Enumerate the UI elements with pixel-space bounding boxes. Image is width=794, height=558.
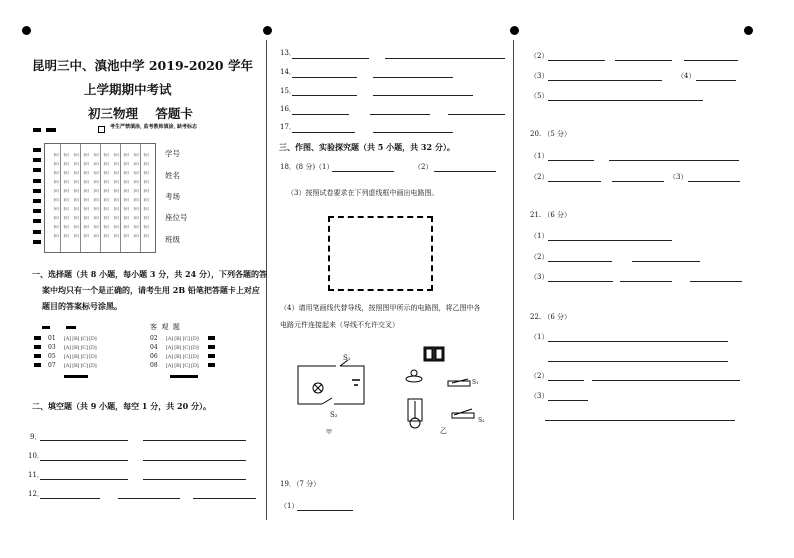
timing-mark: [33, 219, 41, 223]
id-digit-column: [61, 150, 71, 240]
id-bubble[interactable]: [0]: [123, 206, 129, 211]
id-digit-column: [141, 150, 151, 240]
id-bubble[interactable]: [0]: [143, 161, 149, 166]
registration-dot: [263, 26, 272, 35]
id-bubble[interactable]: [0]: [83, 197, 89, 202]
id-bubble[interactable]: [0]: [93, 206, 99, 211]
question-number: 03: [48, 344, 56, 351]
id-bubble[interactable]: [0]: [93, 170, 99, 175]
q10-label: 10．: [28, 452, 44, 460]
id-bubble[interactable]: [0]: [133, 161, 139, 166]
grid-line: [60, 144, 61, 252]
id-bubble[interactable]: [0]: [113, 224, 119, 229]
answer-options[interactable]: [A] [B] [C] [D]: [64, 363, 97, 369]
id-bubble[interactable]: [0]: [143, 233, 149, 238]
id-bubble[interactable]: [0]: [73, 233, 79, 238]
column-divider: [266, 40, 267, 520]
q21-2-blank[interactable]: [548, 261, 612, 262]
question-number: 06: [150, 353, 158, 360]
timing-mark: [33, 199, 41, 203]
q22-3-blank[interactable]: [548, 400, 588, 401]
id-bubble[interactable]: [0]: [133, 233, 139, 238]
q11-label: 11．: [28, 471, 44, 479]
q9-blank[interactable]: [40, 440, 128, 441]
q12-blank[interactable]: [118, 498, 180, 499]
question-number: 05: [48, 353, 56, 360]
switch-s1-label-yi: S₁: [472, 379, 479, 386]
figure-jia-label: 甲: [326, 429, 333, 436]
id-bubble[interactable]: [0]: [53, 233, 59, 238]
q20-2-blank[interactable]: [612, 181, 664, 182]
id-bubble[interactable]: [0]: [103, 179, 109, 184]
id-bubble[interactable]: [0]: [73, 215, 79, 220]
q21-1-blank[interactable]: [548, 240, 672, 241]
timing-mark: [33, 168, 41, 172]
figure-yi-label: 乙: [440, 427, 447, 435]
id-bubble[interactable]: [0]: [113, 206, 119, 211]
q21-1-label: （1）: [530, 232, 549, 240]
timing-mark: [33, 148, 41, 152]
q17-label: 17．: [280, 123, 296, 131]
q19-1-blank[interactable]: [297, 510, 353, 511]
q16-label: 16．: [280, 105, 296, 113]
q22-3-blank[interactable]: [545, 420, 735, 421]
q19-3-blank[interactable]: [548, 80, 662, 81]
section1-heading: 一、选择题（共 8 小题，每小题 3 分，共 24 分），下列各题的答: [32, 269, 267, 279]
id-bubble[interactable]: [0]: [53, 170, 59, 175]
q21-3-blank[interactable]: [620, 281, 672, 282]
id-bubble[interactable]: [0]: [143, 224, 149, 229]
id-bubble[interactable]: [0]: [63, 233, 69, 238]
id-bubble[interactable]: [0]: [73, 170, 79, 175]
id-bubble[interactable]: [0]: [73, 152, 79, 157]
q20-1-label: （1）: [530, 152, 549, 160]
id-bubble[interactable]: [0]: [123, 197, 129, 202]
q18-2-blank[interactable]: [434, 171, 496, 172]
absent-checkbox[interactable]: [98, 126, 105, 133]
id-bubble[interactable]: [0]: [73, 161, 79, 166]
id-bubble[interactable]: [0]: [63, 188, 69, 193]
circuit-drawing-box[interactable]: [328, 216, 433, 291]
q19-2-blank[interactable]: [615, 60, 672, 61]
q22-3-label: （3）: [530, 392, 549, 400]
id-bubble[interactable]: [0]: [133, 224, 139, 229]
id-bubble[interactable]: [0]: [93, 179, 99, 184]
q21-3-label: （3）: [530, 273, 549, 281]
q20-2-label: （2）: [530, 173, 549, 181]
q12-label: 12．: [28, 490, 44, 498]
id-bubble[interactable]: [0]: [113, 188, 119, 193]
id-bubble[interactable]: [0]: [133, 188, 139, 193]
id-bubble[interactable]: [0]: [123, 152, 129, 157]
switch-s1-label: S₁: [343, 354, 351, 362]
q19-1-label: （1）: [280, 502, 299, 510]
q10-blank[interactable]: [40, 460, 128, 461]
q12-blank[interactable]: [40, 498, 100, 499]
answer-options[interactable]: [A] [B] [C] [D]: [166, 363, 199, 369]
timing-mark: [34, 336, 41, 340]
mark-bar: [46, 128, 56, 132]
id-bubble[interactable]: [0]: [103, 215, 109, 220]
label-student-id: 学号: [165, 149, 180, 158]
q19-5-blank[interactable]: [548, 100, 703, 101]
page-title-line3: 初三物理 答题卡: [88, 106, 193, 121]
id-bubble[interactable]: [0]: [83, 224, 89, 229]
answer-options[interactable]: [A] [B] [C] [D]: [64, 354, 97, 360]
id-bubble[interactable]: [0]: [63, 224, 69, 229]
timing-mark: [34, 345, 41, 349]
id-bubble[interactable]: [0]: [123, 188, 129, 193]
id-bubble[interactable]: [0]: [73, 224, 79, 229]
q13-blank[interactable]: [292, 58, 369, 59]
timing-mark: [33, 158, 41, 162]
id-bubble[interactable]: [0]: [83, 152, 89, 157]
absent-notice: 考生严禁填涂, 监考教师填涂, 缺考标志: [110, 124, 197, 130]
id-bubble[interactable]: [0]: [133, 206, 139, 211]
mark-bar: [33, 128, 41, 132]
id-bubble[interactable]: [0]: [83, 206, 89, 211]
id-bubble[interactable]: [0]: [123, 224, 129, 229]
q10-blank[interactable]: [143, 460, 246, 461]
id-bubble[interactable]: [0]: [113, 179, 119, 184]
q14-blank[interactable]: [292, 77, 357, 78]
answer-options[interactable]: [A] [B] [C] [D]: [166, 354, 199, 360]
id-bubble[interactable]: [0]: [53, 215, 59, 220]
id-bubble[interactable]: [0]: [113, 233, 119, 238]
q15-label: 15．: [280, 87, 296, 95]
timing-mark: [208, 354, 215, 358]
grid-line: [80, 144, 81, 252]
timing-mark: [33, 230, 41, 234]
id-bubble[interactable]: [0]: [113, 197, 119, 202]
section3-heading: 三、作图、实验探究题（共 5 小题，共 32 分）。: [279, 142, 455, 152]
id-bubble[interactable]: [0]: [133, 179, 139, 184]
id-bubble[interactable]: [0]: [123, 179, 129, 184]
id-bubble[interactable]: [0]: [103, 188, 109, 193]
q19-label: 19．（7 分）: [280, 480, 321, 488]
q20-label: 20. （5 分）: [530, 130, 572, 138]
answer-options[interactable]: [A] [B] [C] [D]: [166, 336, 199, 342]
timing-mark: [34, 363, 41, 367]
mark-bar: [66, 326, 76, 329]
id-bubble[interactable]: [0]: [83, 161, 89, 166]
q20-1-blank[interactable]: [548, 160, 594, 161]
q22-2-blank[interactable]: [548, 380, 584, 381]
q15-blank[interactable]: [292, 95, 357, 96]
id-bubble[interactable]: [0]: [63, 206, 69, 211]
switch-s2-label-yi: S₂: [478, 417, 485, 424]
q20-3-label: （3）: [669, 173, 688, 181]
q18-3-label: （3）按照试卷要求在下列虚线框中画出电路图。: [287, 189, 439, 197]
id-bubble[interactable]: [0]: [103, 170, 109, 175]
id-bubble[interactable]: [0]: [103, 233, 109, 238]
id-bubble[interactable]: [0]: [143, 170, 149, 175]
id-bubble[interactable]: [0]: [53, 179, 59, 184]
q19-2-blank[interactable]: [548, 60, 605, 61]
label-seat: 座位号: [165, 213, 188, 222]
id-bubble[interactable]: [0]: [143, 197, 149, 202]
id-bubble[interactable]: [0]: [123, 233, 129, 238]
q18-4-label: （4）请用笔画线代替导线，按照图甲所示的电路图，将乙图中各: [280, 304, 481, 312]
label-class: 班级: [165, 235, 180, 244]
id-bubble[interactable]: [0]: [103, 152, 109, 157]
section1-heading-3: 题目的答案标号涂黑。: [42, 301, 122, 311]
id-bubble[interactable]: [0]: [133, 215, 139, 220]
q13-label: 13．: [280, 49, 296, 57]
question-number: 04: [150, 344, 158, 351]
q21-3-blank[interactable]: [690, 281, 742, 282]
q21-2-label: （2）: [530, 253, 549, 261]
id-bubble[interactable]: [0]: [143, 206, 149, 211]
id-bubble[interactable]: [0]: [53, 152, 59, 157]
label-exam-room: 考场: [165, 192, 180, 201]
q14-blank[interactable]: [373, 77, 453, 78]
id-bubble[interactable]: [0]: [73, 188, 79, 193]
q21-3-blank[interactable]: [548, 281, 613, 282]
id-bubble[interactable]: [0]: [63, 152, 69, 157]
id-bubble[interactable]: [0]: [123, 215, 129, 220]
q22-label: 22. （6 分）: [530, 313, 572, 321]
id-bubble[interactable]: [0]: [63, 197, 69, 202]
id-bubble[interactable]: [0]: [83, 179, 89, 184]
mark-bar: [42, 326, 50, 329]
timing-mark: [208, 363, 215, 367]
id-bubble[interactable]: [0]: [73, 197, 79, 202]
registration-dot: [510, 26, 519, 35]
id-digit-column: [121, 150, 131, 240]
id-bubble[interactable]: [0]: [133, 170, 139, 175]
id-bubble[interactable]: [0]: [83, 233, 89, 238]
timing-mark: [208, 345, 215, 349]
section1-heading-2: 案中均只有一个是正确的，请考生用 2B 铅笔把答题卡上对应: [42, 285, 260, 295]
id-bubble[interactable]: [0]: [133, 197, 139, 202]
timing-mark: [33, 240, 41, 244]
id-bubble[interactable]: [0]: [113, 161, 119, 166]
id-bubble[interactable]: [0]: [123, 170, 129, 175]
id-bubble[interactable]: [0]: [83, 188, 89, 193]
q17-blank[interactable]: [292, 132, 355, 133]
grid-line: [140, 144, 141, 252]
id-bubble[interactable]: [0]: [113, 215, 119, 220]
q18-label: 18．(8 分)（1）: [280, 163, 334, 171]
q21-2-blank[interactable]: [632, 261, 700, 262]
question-number: 08: [150, 362, 158, 369]
switch-s2-label: S₂: [330, 411, 338, 419]
id-bubble[interactable]: [0]: [53, 206, 59, 211]
answer-options[interactable]: [A] [B] [C] [D]: [64, 345, 97, 351]
timing-mark: [33, 209, 41, 213]
id-bubble[interactable]: [0]: [103, 224, 109, 229]
q22-2-blank[interactable]: [592, 380, 740, 381]
question-number: 07: [48, 362, 56, 369]
id-bubble[interactable]: [0]: [63, 179, 69, 184]
q22-1-blank[interactable]: [548, 361, 728, 362]
id-bubble[interactable]: [0]: [53, 224, 59, 229]
id-bubble[interactable]: [0]: [73, 179, 79, 184]
id-bubble[interactable]: [0]: [113, 152, 119, 157]
id-bubble[interactable]: [0]: [113, 170, 119, 175]
q20-1-blank[interactable]: [609, 160, 739, 161]
id-bubble[interactable]: [0]: [63, 170, 69, 175]
q19-5-label: （5）: [530, 92, 549, 100]
q16-blank[interactable]: [292, 114, 349, 115]
answer-options[interactable]: [A] [B] [C] [D]: [166, 345, 199, 351]
id-bubble[interactable]: [0]: [143, 179, 149, 184]
grid-line: [100, 144, 101, 252]
q9-blank[interactable]: [143, 440, 246, 441]
timing-mark: [33, 179, 41, 183]
q17-blank[interactable]: [373, 132, 453, 133]
objective-label: 客 观 题: [150, 323, 180, 331]
circuit-diagram-jia: [292, 348, 372, 418]
registration-dot: [744, 26, 753, 35]
timing-mark: [33, 189, 41, 193]
id-bubble[interactable]: [0]: [143, 188, 149, 193]
q15-blank[interactable]: [373, 95, 473, 96]
id-bubble[interactable]: [0]: [53, 161, 59, 166]
section2-heading: 二、填空题（共 9 小题，每空 1 分，共 20 分）。: [32, 401, 211, 411]
id-bubble[interactable]: [0]: [93, 152, 99, 157]
page-title-line2: 上学期期中考试: [84, 82, 172, 97]
q18-1-blank[interactable]: [332, 171, 394, 172]
id-bubble[interactable]: [0]: [103, 206, 109, 211]
q16-blank[interactable]: [370, 114, 430, 115]
student-id-grid: [44, 143, 156, 253]
q22-2-label: （2）: [530, 372, 549, 380]
id-digit-column: [81, 150, 91, 240]
q11-blank[interactable]: [143, 479, 246, 480]
id-bubble[interactable]: [0]: [93, 197, 99, 202]
q19-4-blank[interactable]: [696, 80, 736, 81]
q12-blank[interactable]: [193, 498, 256, 499]
id-bubble[interactable]: [0]: [93, 224, 99, 229]
id-bubble[interactable]: [0]: [93, 233, 99, 238]
timing-mark: [208, 336, 215, 340]
mark-bar: [64, 375, 88, 378]
q16-blank[interactable]: [448, 114, 505, 115]
q9-label: 9．: [30, 433, 42, 441]
grid-line: [120, 144, 121, 252]
q19-2-blank[interactable]: [684, 60, 738, 61]
id-bubble[interactable]: [0]: [93, 161, 99, 166]
question-number: 02: [150, 335, 158, 342]
q22-1-blank[interactable]: [548, 341, 728, 342]
id-bubble[interactable]: [0]: [123, 161, 129, 166]
mark-bar: [170, 375, 198, 378]
q19-3-label: （3）: [530, 72, 549, 80]
q21-label: 21. （6 分）: [530, 211, 572, 219]
page-title-line1: 昆明三中、滇池中学 2019-2020 学年: [32, 58, 253, 73]
id-bubble[interactable]: [0]: [53, 197, 59, 202]
id-bubble[interactable]: [0]: [63, 215, 69, 220]
q11-blank[interactable]: [40, 479, 128, 480]
id-bubble[interactable]: [0]: [93, 215, 99, 220]
id-bubble[interactable]: [0]: [103, 161, 109, 166]
id-bubble[interactable]: [0]: [143, 215, 149, 220]
q14-label: 14．: [280, 68, 296, 76]
id-bubble[interactable]: [0]: [53, 188, 59, 193]
id-bubble[interactable]: [0]: [83, 215, 89, 220]
timing-mark: [34, 354, 41, 358]
id-digit-column: [101, 150, 111, 240]
q19-2-label: （2）: [530, 52, 549, 60]
id-bubble[interactable]: [0]: [103, 197, 109, 202]
q18-4-label-2: 电路元件连接起来（导线不允许交叉）: [280, 321, 399, 329]
q13-blank[interactable]: [385, 58, 505, 59]
registration-dot: [22, 26, 31, 35]
id-bubble[interactable]: [0]: [73, 206, 79, 211]
id-bubble[interactable]: [0]: [63, 161, 69, 166]
question-number: 01: [48, 335, 56, 342]
q22-1-label: （1）: [530, 333, 549, 341]
id-bubble[interactable]: [0]: [93, 188, 99, 193]
id-bubble[interactable]: [0]: [133, 152, 139, 157]
q20-3-blank[interactable]: [688, 181, 740, 182]
id-bubble[interactable]: [0]: [143, 152, 149, 157]
id-bubble[interactable]: [0]: [83, 170, 89, 175]
q20-2-blank[interactable]: [548, 181, 601, 182]
label-name: 姓名: [165, 171, 180, 180]
q18-2-label: （2）: [414, 163, 433, 171]
column-divider: [513, 40, 514, 520]
answer-options[interactable]: [A] [B] [C] [D]: [64, 336, 97, 342]
q19-4-label: （4）: [677, 72, 696, 80]
